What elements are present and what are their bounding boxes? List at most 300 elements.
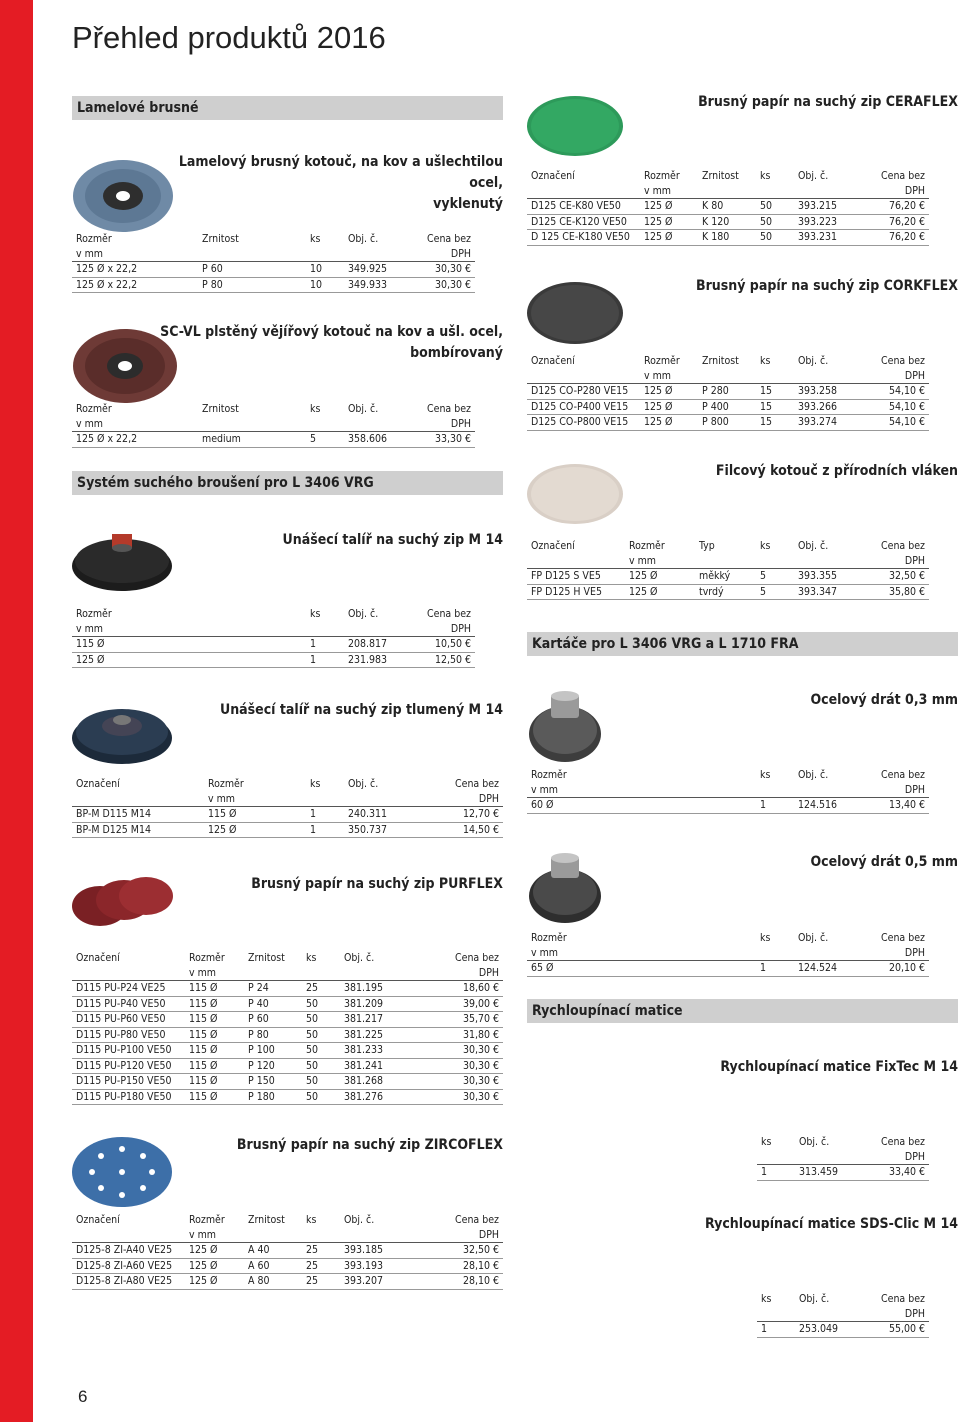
page-number: 6 — [78, 1387, 88, 1406]
sdsclic-table — [757, 1292, 929, 1338]
table-cell: 50 — [302, 1012, 340, 1028]
table-cell: 115 Ø — [185, 981, 244, 997]
zircoflex-title: Brusný papír na suchý zip ZIRCOFLEX — [236, 1137, 503, 1153]
col-header: Rozměr v mm — [640, 169, 698, 199]
table-cell: D115 PU-P24 VE25 — [72, 981, 185, 997]
drat03-table — [527, 768, 929, 814]
col-header: ks — [306, 777, 344, 807]
filc-table — [527, 539, 929, 600]
col-header: Obj. č. — [344, 777, 420, 807]
table-cell: 393.258 — [794, 384, 858, 400]
col-header: Zrnitost — [198, 402, 306, 432]
table-row — [527, 961, 929, 977]
table-cell: 115 Ø — [185, 1089, 244, 1105]
felt-wheel-image — [525, 462, 625, 526]
table-cell: měkký — [695, 569, 756, 585]
table-cell: 125 Ø — [640, 230, 698, 246]
col-header: Cena bez DPH — [406, 402, 475, 432]
col-header: Obj. č. — [794, 539, 858, 569]
table-row — [72, 1089, 503, 1105]
col-header: Obj. č. — [794, 768, 858, 798]
table-cell: D115 PU-P40 VE50 — [72, 996, 185, 1012]
scvl-table — [72, 402, 475, 448]
table-cell: 65 Ø — [527, 961, 756, 977]
table-cell: 115 Ø — [204, 807, 306, 823]
col-header: Obj. č. — [344, 232, 406, 262]
table-cell: 393.185 — [340, 1243, 417, 1259]
table-cell: D125-8 ZI-A40 VE25 — [72, 1243, 185, 1259]
table-cell: 20,10 € — [858, 961, 929, 977]
col-header: Cena bez DPH — [858, 931, 929, 961]
col-header: Rozměr v mm — [72, 402, 198, 432]
table-row — [72, 652, 475, 668]
table-cell: 25 — [302, 1243, 340, 1259]
table-cell: D125 CO-P280 VE15 — [527, 384, 640, 400]
col-header: Obj. č. — [795, 1292, 859, 1322]
table-cell: 393.274 — [794, 415, 858, 431]
table-row — [527, 415, 929, 431]
section-system: Systém suchého broušení pro L 3406 VRG — [72, 471, 503, 495]
table-cell: 125 Ø — [204, 822, 306, 838]
table-cell: 381.225 — [340, 1027, 417, 1043]
table-cell: A 60 — [244, 1258, 302, 1274]
table-cell: 25 — [302, 981, 340, 997]
table-cell: 125 Ø — [185, 1258, 244, 1274]
col-header: Rozměr v mm — [204, 777, 306, 807]
table-row — [72, 432, 475, 448]
table-cell: 35,80 € — [858, 584, 929, 600]
table-header-row — [527, 768, 929, 798]
table-row — [757, 1322, 929, 1338]
table-row — [72, 822, 503, 838]
col-header: ks — [306, 402, 344, 432]
table-cell: 30,30 € — [417, 1089, 503, 1105]
table-cell: 50 — [302, 1089, 340, 1105]
table-cell: P 120 — [244, 1058, 302, 1074]
table-row — [527, 399, 929, 415]
table-cell: 18,60 € — [417, 981, 503, 997]
table-cell: 1 — [306, 652, 344, 668]
table-cell: 10 — [306, 277, 344, 293]
table-cell: K 180 — [698, 230, 756, 246]
col-header: Cena bez DPH — [858, 768, 929, 798]
table-cell: K 120 — [698, 214, 756, 230]
table-cell: 5 — [756, 569, 794, 585]
table-cell: P 40 — [244, 996, 302, 1012]
table-row — [72, 262, 475, 278]
table-row — [527, 199, 929, 215]
table-cell: 76,20 € — [858, 230, 929, 246]
table-cell: 115 Ø — [185, 1074, 244, 1090]
table-cell: 381.195 — [340, 981, 417, 997]
col-header: Cena bez DPH — [858, 169, 929, 199]
table-cell: 381.268 — [340, 1074, 417, 1090]
table-cell: D115 PU-P120 VE50 — [72, 1058, 185, 1074]
table-cell: 124.524 — [794, 961, 858, 977]
col-header: Zrnitost — [244, 951, 302, 981]
damped-pad-image — [70, 696, 175, 766]
corkflex-paper-image — [525, 280, 625, 346]
table-header-row — [527, 539, 929, 569]
table-cell: 1 — [756, 798, 794, 814]
ceraflex-paper-image — [525, 94, 625, 158]
table-cell: 115 Ø — [185, 1027, 244, 1043]
table-header-row — [72, 232, 475, 262]
table-cell: 253.049 — [795, 1322, 859, 1338]
table-cell: 33,30 € — [406, 432, 475, 448]
lamelovy-table — [72, 232, 475, 293]
table-cell: 125 Ø x 22,2 — [72, 262, 198, 278]
purflex-table — [72, 951, 503, 1105]
table-row — [72, 1043, 503, 1059]
table-cell: 240.311 — [344, 807, 420, 823]
table-cell: 35,70 € — [417, 1012, 503, 1028]
col-header: Označení — [72, 777, 204, 807]
table-cell: 115 Ø — [185, 1043, 244, 1059]
table-cell: 54,10 € — [858, 399, 929, 415]
col-header: Obj. č. — [340, 951, 417, 981]
table-row — [72, 996, 503, 1012]
table-cell: D125-8 ZI-A80 VE25 — [72, 1274, 185, 1290]
table-cell: 1 — [756, 961, 794, 977]
table-cell: 125 Ø x 22,2 — [72, 277, 198, 293]
table-cell: 393.355 — [794, 569, 858, 585]
fixtec-title: Rychloupínací matice FixTec M 14 — [720, 1059, 958, 1075]
table-cell: D125 CO-P400 VE15 — [527, 399, 640, 415]
table-row — [527, 569, 929, 585]
table-cell: 350.737 — [344, 822, 420, 838]
col-header: Obj. č. — [344, 402, 406, 432]
table-cell: 50 — [756, 230, 794, 246]
table-cell: 381.276 — [340, 1089, 417, 1105]
table-cell: 50 — [302, 1074, 340, 1090]
table-header-row — [72, 777, 503, 807]
table-cell: P 60 — [198, 262, 306, 278]
col-header: Obj. č. — [795, 1135, 859, 1165]
table-cell: 115 Ø — [185, 996, 244, 1012]
table-cell: 30,30 € — [406, 277, 475, 293]
table-cell: 393.215 — [794, 199, 858, 215]
table-cell: 125 Ø — [640, 384, 698, 400]
table-row — [72, 981, 503, 997]
table-cell: 13,40 € — [858, 798, 929, 814]
col-header: Rozměr v mm — [625, 539, 695, 569]
table-cell: 12,70 € — [420, 807, 503, 823]
table-cell: 125 Ø — [185, 1243, 244, 1259]
zircoflex-table — [72, 1213, 503, 1290]
table-cell: 15 — [756, 384, 794, 400]
table-cell: 358.606 — [344, 432, 406, 448]
table-cell: P 180 — [244, 1089, 302, 1105]
table-row — [757, 1165, 929, 1181]
table-cell: 50 — [302, 1058, 340, 1074]
table-cell: D115 PU-P80 VE50 — [72, 1027, 185, 1043]
table-cell: 50 — [756, 214, 794, 230]
table-cell: 115 Ø — [185, 1058, 244, 1074]
table-header-row — [757, 1135, 929, 1165]
table-cell: A 40 — [244, 1243, 302, 1259]
table-cell: 381.217 — [340, 1012, 417, 1028]
table-cell: 124.516 — [794, 798, 858, 814]
table-cell: medium — [198, 432, 306, 448]
table-cell: 28,10 € — [417, 1274, 503, 1290]
col-header: Cena bez DPH — [858, 354, 929, 384]
col-header: Označení — [72, 951, 185, 981]
table-cell: BP-M D115 M14 — [72, 807, 204, 823]
table-cell: 115 Ø — [72, 637, 306, 653]
table-header-row — [527, 169, 929, 199]
table-cell: 30,30 € — [406, 262, 475, 278]
table-cell: 50 — [302, 1043, 340, 1059]
col-header: Rozměr v mm — [185, 1213, 244, 1243]
table-cell: D115 PU-P180 VE50 — [72, 1089, 185, 1105]
col-header: Rozměr v mm — [640, 354, 698, 384]
table-cell: 76,20 € — [858, 199, 929, 215]
table-cell: 125 Ø — [625, 584, 695, 600]
table-cell: 125 Ø — [625, 569, 695, 585]
col-header: ks — [756, 354, 794, 384]
table-cell: 125 Ø — [640, 214, 698, 230]
col-header: Označení — [527, 169, 640, 199]
col-header: Cena bez DPH — [406, 607, 475, 637]
table-cell: 115 Ø — [185, 1012, 244, 1028]
tlumeny-title: Unášecí talíř na suchý zip tlumený M 14 — [219, 702, 503, 718]
table-header-row — [527, 354, 929, 384]
table-cell: 5 — [306, 432, 344, 448]
table-row — [72, 1012, 503, 1028]
table-cell: 54,10 € — [858, 415, 929, 431]
section-matice: Rychloupínací matice — [527, 999, 958, 1023]
table-cell: 60 Ø — [527, 798, 756, 814]
table-row — [72, 1258, 503, 1274]
table-header-row — [72, 402, 475, 432]
table-row — [527, 384, 929, 400]
purflex-paper-image — [70, 872, 175, 928]
table-cell: 33,40 € — [859, 1165, 929, 1181]
col-header: Typ — [695, 539, 756, 569]
table-cell: 32,50 € — [417, 1243, 503, 1259]
table-cell: 5 — [756, 584, 794, 600]
table-cell: 31,80 € — [417, 1027, 503, 1043]
table-header-row — [72, 607, 475, 637]
table-cell: 25 — [302, 1274, 340, 1290]
table-cell: 10 — [306, 262, 344, 278]
col-header: Cena bez DPH — [417, 951, 503, 981]
table-cell: FP D125 H VE5 — [527, 584, 625, 600]
table-cell: 54,10 € — [858, 384, 929, 400]
table-cell: 231.983 — [344, 652, 406, 668]
table-row — [72, 637, 475, 653]
col-header: Označení — [527, 354, 640, 384]
col-header: Cena bez DPH — [859, 1135, 929, 1165]
col-header: Označení — [527, 539, 625, 569]
table-cell: BP-M D125 M14 — [72, 822, 204, 838]
col-header: Rozměr v mm — [72, 232, 198, 262]
table-cell: 381.241 — [340, 1058, 417, 1074]
col-header: ks — [756, 539, 794, 569]
table-cell: FP D125 S VE5 — [527, 569, 625, 585]
table-cell: D 125 CE-K180 VE50 — [527, 230, 640, 246]
table-cell: 14,50 € — [420, 822, 503, 838]
table-cell: D115 PU-P150 VE50 — [72, 1074, 185, 1090]
backing-pad-image — [70, 530, 175, 592]
table-cell: 208.817 — [344, 637, 406, 653]
table-cell: 25 — [302, 1258, 340, 1274]
table-cell: 1 — [306, 822, 344, 838]
table-cell: P 80 — [244, 1027, 302, 1043]
table-cell: 10,50 € — [406, 637, 475, 653]
table-cell: D125-8 ZI-A60 VE25 — [72, 1258, 185, 1274]
table-cell: D115 PU-P60 VE50 — [72, 1012, 185, 1028]
section-lamelove: Lamelové brusné — [72, 96, 503, 120]
table-cell: P 80 — [198, 277, 306, 293]
ceraflex-title: Brusný papír na suchý zip CERAFLEX — [698, 94, 958, 110]
filc-title: Filcový kotouč z přírodních vláken — [715, 463, 958, 479]
table-cell: 15 — [756, 399, 794, 415]
col-header: ks — [756, 169, 794, 199]
unaseci-title: Unášecí talíř na suchý zip M 14 — [282, 532, 503, 548]
table-row — [527, 584, 929, 600]
col-header: ks — [756, 931, 794, 961]
table-cell: 50 — [756, 199, 794, 215]
col-header: ks — [757, 1292, 795, 1322]
tlumeny-table — [72, 777, 503, 838]
col-header: Zrnitost — [198, 232, 306, 262]
fixtec-table — [757, 1135, 929, 1181]
table-cell: 1 — [757, 1165, 795, 1181]
table-cell: 393.207 — [340, 1274, 417, 1290]
table-cell: 1 — [757, 1322, 795, 1338]
sdsclic-title: Rychloupínací matice SDS-Clic M 14 — [705, 1216, 958, 1232]
table-cell: D125 CO-P800 VE15 — [527, 415, 640, 431]
col-header: Cena bez DPH — [406, 232, 475, 262]
drat05-table — [527, 931, 929, 977]
table-row — [527, 230, 929, 246]
table-cell: 393.266 — [794, 399, 858, 415]
table-row — [72, 1058, 503, 1074]
table-cell: 12,50 € — [406, 652, 475, 668]
table-row — [72, 807, 503, 823]
page-title: Přehled produktů 2016 — [72, 20, 386, 55]
table-row — [72, 1027, 503, 1043]
table-cell: P 800 — [698, 415, 756, 431]
col-header: Cena bez DPH — [858, 539, 929, 569]
red-side-bar — [0, 0, 33, 1422]
col-header: Obj. č. — [794, 931, 858, 961]
col-header: Rozměr v mm — [72, 607, 306, 637]
table-cell: 30,30 € — [417, 1058, 503, 1074]
scvl-title: SC-VL plstěný vějířový kotouč na kov a ušl. ocel, bombírovaný — [160, 324, 503, 361]
table-cell: 125 Ø — [640, 415, 698, 431]
col-header: ks — [306, 607, 344, 637]
drat05-title: Ocelový drát 0,5 mm — [810, 854, 958, 870]
table-cell: P 60 — [244, 1012, 302, 1028]
table-cell: 393.231 — [794, 230, 858, 246]
col-header: Cena bez DPH — [420, 777, 503, 807]
section-kartace: Kartáče pro L 3406 VRG a L 1710 FRA — [527, 632, 958, 656]
col-header: ks — [302, 1213, 340, 1243]
col-header: Rozměr v mm — [527, 931, 756, 961]
table-cell: 125 Ø — [185, 1274, 244, 1290]
table-header-row — [72, 951, 503, 981]
table-cell: A 80 — [244, 1274, 302, 1290]
col-header: Cena bez DPH — [859, 1292, 929, 1322]
table-cell: 125 Ø — [640, 399, 698, 415]
col-header: ks — [756, 768, 794, 798]
col-header: ks — [757, 1135, 795, 1165]
ceraflex-table — [527, 169, 929, 246]
table-cell: 313.459 — [795, 1165, 859, 1181]
col-header: Obj. č. — [794, 354, 858, 384]
table-row — [72, 277, 475, 293]
table-cell: 39,00 € — [417, 996, 503, 1012]
col-header: Zrnitost — [698, 354, 756, 384]
table-cell: P 24 — [244, 981, 302, 997]
drat03-title: Ocelový drát 0,3 mm — [810, 692, 958, 708]
table-header-row — [527, 931, 929, 961]
table-row — [527, 798, 929, 814]
col-header: Obj. č. — [794, 169, 858, 199]
table-cell: 125 Ø — [640, 199, 698, 215]
table-cell: 28,10 € — [417, 1258, 503, 1274]
col-header: Zrnitost — [698, 169, 756, 199]
table-cell: 32,50 € — [858, 569, 929, 585]
col-header: Rozměr v mm — [185, 951, 244, 981]
table-header-row — [757, 1292, 929, 1322]
table-cell: D125 CE-K120 VE50 — [527, 214, 640, 230]
table-row — [527, 214, 929, 230]
col-header: Zrnitost — [244, 1213, 302, 1243]
table-cell: 30,30 € — [417, 1074, 503, 1090]
lamelovy-title: Lamelový brusný kotouč, na kov a ušlechtilou ocel, vyklenutý — [178, 154, 503, 212]
col-header: ks — [302, 951, 340, 981]
table-cell: 76,20 € — [858, 214, 929, 230]
table-cell: 1 — [306, 807, 344, 823]
table-cell: 393.223 — [794, 214, 858, 230]
table-cell: 30,30 € — [417, 1043, 503, 1059]
table-cell: 55,00 € — [859, 1322, 929, 1338]
table-header-row — [72, 1213, 503, 1243]
col-header: Rozměr v mm — [527, 768, 756, 798]
table-cell: 15 — [756, 415, 794, 431]
corkflex-title: Brusný papír na suchý zip CORKFLEX — [695, 278, 958, 294]
table-cell: 50 — [302, 1027, 340, 1043]
table-cell: P 100 — [244, 1043, 302, 1059]
table-cell: 381.233 — [340, 1043, 417, 1059]
table-cell: D115 PU-P100 VE50 — [72, 1043, 185, 1059]
table-cell: 50 — [302, 996, 340, 1012]
table-cell: 381.209 — [340, 996, 417, 1012]
table-cell: K 80 — [698, 199, 756, 215]
table-cell: P 150 — [244, 1074, 302, 1090]
col-header: ks — [306, 232, 344, 262]
corkflex-table — [527, 354, 929, 431]
table-cell: P 400 — [698, 399, 756, 415]
col-header: Obj. č. — [344, 607, 406, 637]
table-cell: P 280 — [698, 384, 756, 400]
col-header: Obj. č. — [340, 1213, 417, 1243]
wire-cup-brush-image — [525, 686, 605, 766]
table-cell: tvrdý — [695, 584, 756, 600]
table-row — [72, 1074, 503, 1090]
table-cell: 1 — [306, 637, 344, 653]
table-cell: 349.933 — [344, 277, 406, 293]
table-row — [72, 1243, 503, 1259]
col-header: Označení — [72, 1213, 185, 1243]
purflex-title: Brusný papír na suchý zip PURFLEX — [251, 876, 503, 892]
wire-cup-brush-knotted-image — [525, 848, 605, 926]
table-cell: 125 Ø — [72, 652, 306, 668]
